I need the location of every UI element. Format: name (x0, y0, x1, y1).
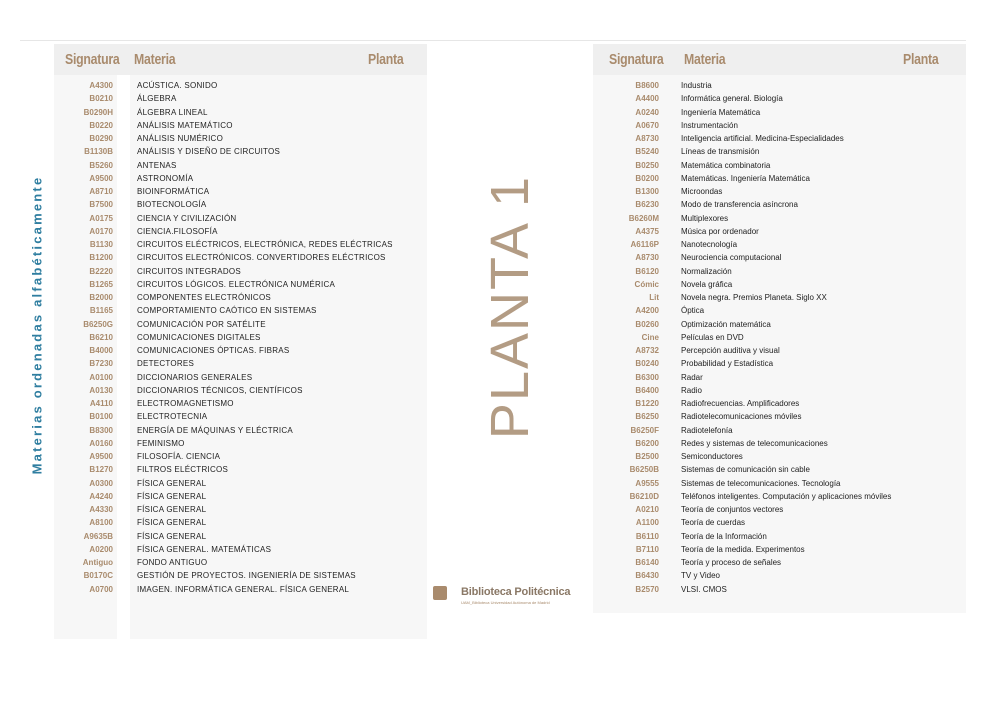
signatura-cell: A4200 (635, 306, 659, 316)
signatura-cell: A4240 (89, 491, 113, 501)
materia-cell: ELECTROTECNIA (137, 412, 208, 422)
signatura-cell: A8100 (89, 518, 113, 528)
signatura-cell: A0210 (635, 505, 659, 514)
signatura-cell: B2570 (635, 584, 659, 594)
library-logo (433, 584, 593, 608)
signatura-cell: B6250F (630, 425, 659, 435)
materia-cell: CIRCUITOS ELÉCTRICOS, ELECTRÓNICA, REDES ELÉCTRICAS (137, 240, 393, 249)
signatura-cell: B0290H (83, 107, 113, 117)
materia-cell: Industria (681, 81, 712, 90)
signatura-cell: A1100 (635, 518, 659, 528)
materia-cell: ENERGÍA DE MÁQUINAS Y ELÉCTRICA (137, 425, 293, 435)
materia-cell: ÁLGEBRA (137, 94, 177, 104)
materia-cell: FÍSICA GENERAL. MATEMÁTICAS (137, 544, 272, 554)
signatura-cell: A0130 (89, 385, 113, 395)
signatura-cell: B6250G (83, 319, 113, 329)
right-materia-column (663, 75, 966, 613)
materia-cell: FÍSICA GENERAL (137, 478, 207, 488)
materia-cell: FÍSICA GENERAL (137, 531, 207, 541)
signatura-cell: A9635B (83, 531, 113, 541)
right-subject-table (593, 44, 966, 613)
signatura-cell: B0210 (89, 94, 113, 104)
materia-cell: VLSI. CMOS (681, 584, 727, 594)
signatura-cell: B6200 (635, 438, 659, 448)
materia-cell: COMUNICACIONES DIGITALES (137, 332, 261, 342)
left-subject-table (54, 44, 427, 639)
signatura-cell: B6110 (635, 531, 659, 541)
materia-cell: Normalización (681, 266, 732, 276)
materia-cell: Películas en DVD (681, 332, 744, 342)
materia-cell: COMPONENTES ELECTRÓNICOS (137, 293, 272, 302)
left-table-body (54, 75, 427, 639)
top-divider (20, 40, 966, 41)
signatura-cell: B6300 (635, 372, 659, 382)
signatura-cell: B6140 (635, 558, 659, 567)
header-signatura: Signatura (609, 51, 664, 68)
signatura-cell: A4110 (89, 399, 113, 408)
signatura-cell: A0175 (89, 213, 113, 223)
signatura-cell: B1270 (89, 465, 113, 475)
materia-cell: Teoría y proceso de señales (681, 558, 782, 567)
logo-title: Biblioteca Politécnica (461, 586, 571, 598)
materia-cell: Probabilidad y Estadística (681, 359, 774, 369)
logo-mark-icon (433, 586, 447, 600)
left-materia-column (130, 75, 427, 639)
signatura-cell: A8730 (635, 134, 659, 143)
materia-cell: CIENCIA.FILOSOFÍA (137, 226, 218, 236)
signatura-cell: A0170 (89, 226, 113, 236)
signatura-cell: B1265 (89, 279, 113, 289)
materia-cell: Multiplexores (681, 213, 729, 223)
left-signatura-column (54, 75, 117, 639)
signatura-cell: B7500 (89, 200, 113, 210)
signatura-cell: B0220 (89, 120, 113, 130)
signatura-cell: B6260M (628, 213, 659, 223)
signatura-cell: B1300 (635, 187, 659, 196)
signatura-cell: B1200 (89, 253, 113, 263)
signatura-cell: B6400 (635, 385, 659, 395)
materia-cell: Teoría de la Información (681, 531, 767, 541)
materia-cell: DICCIONARIOS TÉCNICOS, CIENTÍFICOS (137, 385, 303, 395)
materia-cell: Teléfonos inteligentes. Computación y aplicaciones móviles (681, 491, 892, 501)
materia-cell: FÍSICA GENERAL (137, 491, 207, 501)
signatura-cell: A8710 (89, 187, 113, 196)
materia-cell: Sistemas de telecomunicaciones. Tecnología (681, 478, 841, 488)
signatura-cell: B0290 (89, 134, 113, 143)
materia-cell: Nanotecnología (681, 240, 738, 249)
right-table-header (593, 44, 966, 75)
materia-cell: Radio (681, 385, 702, 395)
materia-cell: ELECTROMAGNETISMO (137, 399, 234, 408)
materia-cell: TV y Video (681, 571, 720, 581)
signatura-cell: A4330 (89, 505, 113, 514)
signatura-cell: A0100 (89, 372, 113, 382)
materia-cell: Novela negra. Premios Planeta. Siglo XX (681, 293, 827, 302)
materia-cell: ANÁLISIS NUMÉRICO (137, 134, 224, 143)
materia-cell: Instrumentación (681, 120, 738, 130)
signatura-cell: A9500 (89, 173, 113, 183)
signatura-cell: A4400 (635, 94, 659, 104)
materia-cell: DICCIONARIOS GENERALES (137, 372, 253, 382)
signatura-cell: B2220 (89, 266, 113, 276)
signatura-cell: B5240 (635, 147, 659, 157)
signatura-cell: B5260 (89, 160, 113, 170)
materia-cell: DETECTORES (137, 359, 195, 369)
materia-cell: Radar (681, 372, 703, 382)
materia-cell: ACÚSTICA. SONIDO (137, 81, 218, 90)
materia-cell: CIENCIA Y CIVILIZACIÓN (137, 213, 237, 223)
materia-cell: COMUNICACIONES ÓPTICAS. FIBRAS (137, 346, 290, 355)
signatura-cell: B7110 (635, 544, 659, 554)
signatura-cell: A9500 (89, 452, 113, 461)
signatura-cell: B6250 (635, 412, 659, 422)
signatura-cell: Cómic (634, 279, 659, 289)
materia-cell: Matemática combinatoria (681, 160, 771, 170)
materia-cell: ANTENAS (137, 160, 177, 170)
materia-cell: CIRCUITOS INTEGRADOS (137, 266, 241, 276)
signatura-cell: B1130B (84, 147, 113, 157)
signatura-cell: B0200 (635, 173, 659, 183)
materia-cell: FILTROS ELÉCTRICOS (137, 465, 229, 475)
signatura-cell: B4000 (89, 346, 113, 355)
materia-cell: FILOSOFÍA. CIENCIA (137, 452, 221, 461)
signatura-cell: B1220 (635, 399, 659, 408)
materia-cell: ANÁLISIS Y DISEÑO DE CIRCUITOS (137, 147, 281, 157)
signatura-cell: A8730 (635, 253, 659, 263)
signatura-cell: B8300 (89, 425, 113, 435)
signatura-cell: B6430 (635, 571, 659, 581)
signatura-cell: B1165 (89, 306, 113, 316)
signatura-cell: B0170C (83, 571, 113, 581)
materia-cell: Informática general. Biología (681, 94, 783, 104)
materia-cell: Sistemas de comunicación sin cable (681, 465, 810, 475)
materia-cell: Líneas de transmisión (681, 147, 760, 157)
signatura-cell: A6116P (630, 240, 659, 249)
header-planta: Planta (368, 51, 404, 68)
signatura-cell: B6250B (629, 465, 659, 475)
signatura-cell: B6230 (635, 200, 659, 210)
materia-cell: GESTIÓN DE PROYECTOS. INGENIERÍA DE SISTEMAS (137, 571, 356, 581)
materia-cell: BIOINFORMÁTICA (137, 187, 210, 196)
signatura-cell: B6120 (635, 266, 659, 276)
signatura-cell: A8732 (635, 346, 659, 355)
signatura-cell: B8600 (635, 81, 659, 90)
materia-cell: FÍSICA GENERAL (137, 518, 207, 528)
signatura-cell: Cine (641, 332, 659, 342)
materia-cell: Inteligencia artificial. Medicina-Especialidades (681, 134, 844, 143)
signatura-cell: A0670 (635, 120, 659, 130)
signatura-cell: B1130 (89, 240, 113, 249)
materia-cell: Radiotelefonía (681, 425, 733, 435)
signatura-cell: B0240 (635, 359, 659, 369)
materia-cell: Semiconductores (681, 452, 743, 461)
materia-cell: ASTRONOMÍA (137, 173, 194, 183)
materia-cell: Música por ordenador (681, 226, 759, 236)
signatura-cell: A0700 (89, 584, 113, 594)
signatura-cell: B6210 (89, 332, 113, 342)
signatura-cell: B0100 (89, 412, 113, 422)
materia-cell: ÁLGEBRA LINEAL (137, 107, 208, 117)
header-materia: Materia (134, 51, 176, 68)
materia-cell: Percepción auditiva y visual (681, 346, 780, 355)
signatura-cell: A0160 (89, 438, 113, 448)
materia-cell: Ingeniería Matemática (681, 107, 761, 117)
materia-cell: Redes y sistemas de telecomunicaciones (681, 438, 828, 448)
signatura-cell: B2500 (635, 452, 659, 461)
materia-cell: Teoría de conjuntos vectores (681, 505, 784, 514)
materia-cell: Matemáticas. Ingeniería Matemática (681, 173, 810, 183)
materia-cell: Optimización matemática (681, 319, 771, 329)
header-signatura: Signatura (65, 51, 120, 68)
materia-cell: COMPORTAMIENTO CAÓTICO EN SISTEMAS (137, 306, 317, 316)
signatura-cell: B2000 (89, 293, 113, 302)
signatura-cell: A9555 (635, 478, 659, 488)
right-table-body (593, 75, 966, 613)
header-materia: Materia (684, 51, 726, 68)
materia-cell: IMAGEN. INFORMÁTICA GENERAL. FÍSICA GENERAL (137, 584, 350, 594)
materia-cell: ANÁLISIS MATEMÁTICO (137, 120, 233, 130)
floor-title: PLANTA 1 (480, 174, 540, 440)
signatura-cell: Lit (649, 293, 659, 302)
signatura-cell: A0300 (89, 478, 113, 488)
signatura-cell: B7230 (89, 359, 113, 369)
materia-cell: Radiotelecomunicaciones móviles (681, 412, 802, 422)
materia-cell: FÍSICA GENERAL (137, 505, 207, 514)
materia-cell: Teoría de cuerdas (681, 518, 746, 528)
materia-cell: FONDO ANTIGUO (137, 558, 208, 567)
right-signatura-column (593, 75, 663, 613)
side-label: Materias ordenadas alfabéticamente (29, 175, 45, 475)
signatura-cell: A0200 (89, 544, 113, 554)
signatura-cell: A4300 (89, 81, 113, 90)
signatura-cell: B0250 (635, 160, 659, 170)
left-table-header (54, 44, 427, 75)
signatura-cell: A4375 (635, 226, 659, 236)
materia-cell: Radiofrecuencias. Amplificadores (681, 399, 800, 408)
logo-subtitle: UAM_Biblioteca Universidad Autónoma de Madrid (461, 600, 550, 605)
materia-cell: CIRCUITOS ELECTRÓNICOS. CONVERTIDORES ELÉCTRICOS (137, 253, 386, 263)
signatura-cell: A0240 (635, 107, 659, 117)
signatura-cell: B0260 (635, 319, 659, 329)
materia-cell: CIRCUITOS LÓGICOS. ELECTRÓNICA NUMÉRICA (137, 279, 336, 289)
materia-cell: COMUNICACIÓN POR SATÉLITE (137, 319, 266, 329)
materia-cell: BIOTECNOLOGÍA (137, 200, 207, 210)
materia-cell: Neurociencia computacional (681, 253, 782, 263)
signatura-cell: Antiguo (82, 558, 113, 567)
materia-cell: FEMINISMO (137, 438, 185, 448)
materia-cell: Teoría de la medida. Experimentos (681, 544, 805, 554)
header-planta: Planta (903, 51, 939, 68)
materia-cell: Novela gráfica (681, 279, 733, 289)
signatura-cell: B6210D (629, 491, 659, 501)
materia-cell: Modo de transferencia asíncrona (681, 200, 798, 210)
materia-cell: Microondas (681, 187, 723, 196)
materia-cell: Óptica (681, 306, 705, 316)
